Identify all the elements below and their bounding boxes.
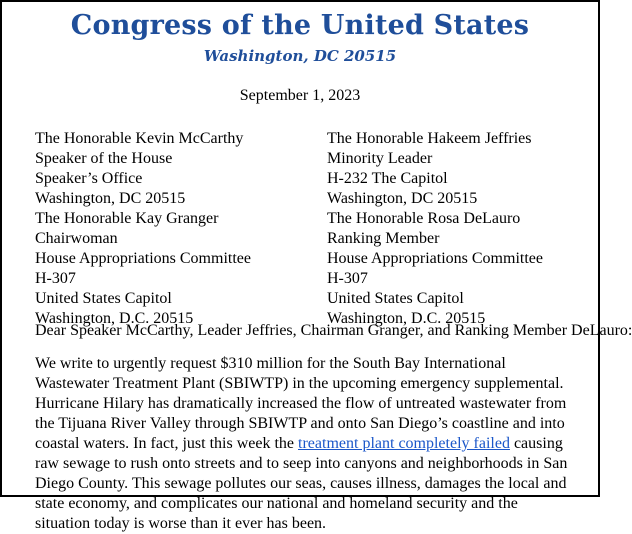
- address-line: House Appropriations Committee: [35, 250, 251, 267]
- treatment-plant-failed-link[interactable]: treatment plant completely failed: [298, 435, 510, 452]
- recipient-address-delauro: [327, 209, 543, 329]
- address-line: H-307: [35, 270, 76, 287]
- recipient-address-jeffries: [327, 129, 532, 209]
- letterhead-title: Congress of the United States: [70, 10, 530, 41]
- address-line: The Honorable Kay Granger: [35, 210, 219, 227]
- address-line: H-232 The Capitol: [327, 170, 448, 187]
- address-line: Speaker’s Office: [35, 170, 143, 187]
- address-line: Washington, DC 20515: [327, 190, 478, 207]
- letter-date: September 1, 2023: [239, 87, 361, 104]
- address-line: The Honorable Rosa DeLauro: [327, 210, 521, 227]
- body-text-before-link: We write to urgently request $310 million for the South Bay International Wastewater Treatment Plant (SBIWTP) in the upcoming emergency supplemental. Hurricane Hilary has dramatically increased the flow of untreated wastewater from the Tijuana River Valley through SBIWTP and onto San Diego’s coastline and into coastal waters. In fact, just this week the: [35, 355, 567, 452]
- address-line: Speaker of the House: [35, 150, 173, 167]
- address-line: Washington, D.C. 20515: [35, 310, 194, 327]
- letter-page: [2, 2, 632, 532]
- body-text-after-link: causing raw sewage to rush onto streets and to seep into canyons and neighborhoods in San Diego County. This sewage pollutes our seas, causes illness, damages the local and state economy, and complicates our national and homeland security and the situation today is worse than it ever has been.: [35, 435, 568, 532]
- address-line: United States Capitol: [35, 290, 172, 307]
- address-line: Washington, D.C. 20515: [327, 310, 486, 327]
- salutation: Dear Speaker McCarthy, Leader Jeffries, Chairman Granger, and Ranking Member DeLauro:: [35, 322, 632, 339]
- recipient-address-granger: [35, 209, 251, 329]
- address-line: The Honorable Kevin McCarthy: [35, 130, 244, 147]
- address-line: House Appropriations Committee: [327, 250, 543, 267]
- address-line: Minority Leader: [327, 150, 433, 167]
- address-line: The Honorable Hakeem Jeffries: [327, 130, 532, 147]
- address-line: Washington, DC 20515: [35, 190, 186, 207]
- address-line: H-307: [327, 270, 368, 287]
- address-line: United States Capitol: [327, 290, 464, 307]
- body-paragraph: [35, 354, 575, 534]
- letterhead-subtitle: Washington, DC 20515: [203, 47, 397, 65]
- address-line: Ranking Member: [327, 230, 440, 247]
- address-line: Chairwoman: [35, 230, 118, 247]
- recipient-address-mccarthy: [35, 129, 243, 209]
